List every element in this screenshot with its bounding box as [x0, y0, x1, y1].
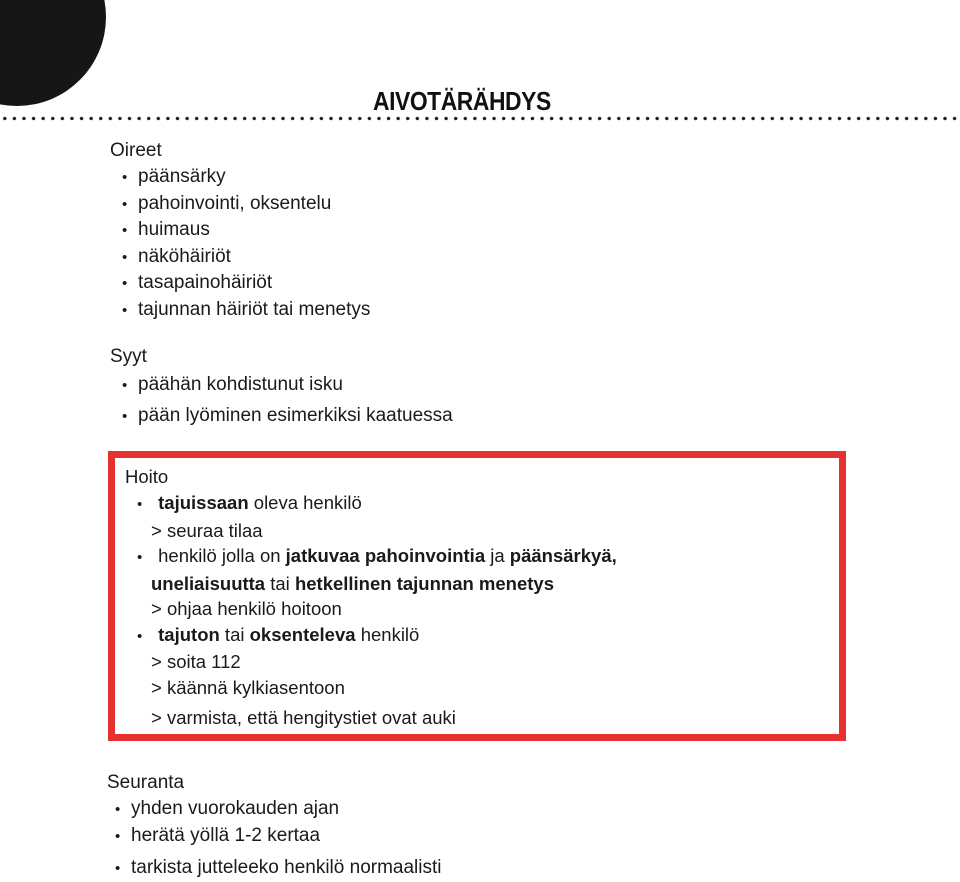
section-heading-syyt: Syyt: [110, 346, 147, 367]
emphasis: päänsärkyä,: [509, 545, 617, 566]
section-seuranta: [107, 770, 442, 882]
text: tai: [265, 572, 295, 594]
emphasis: tajuissaan: [158, 492, 249, 513]
list-item: • pahoinvointi, oksentelu: [110, 191, 370, 218]
text: ja: [485, 545, 510, 566]
section-heading-seuranta: Seuranta: [107, 772, 185, 793]
text: henkilö jolla on: [158, 545, 286, 566]
instruction: > soita 112: [151, 651, 241, 672]
dotted-divider: [0, 116, 960, 121]
instruction: > käännä kylkiasentoon: [151, 676, 345, 698]
section-heading-oireet: Oireet: [110, 140, 162, 161]
emphasis: jatkuvaa pahoinvointia: [285, 545, 486, 566]
text: oleva henkilö: [248, 492, 362, 513]
emphasis: oksenteleva: [249, 623, 356, 645]
emphasis: uneliaisuutta: [151, 572, 266, 594]
list-item: • päänsärky: [110, 164, 370, 191]
section-oireet: [110, 138, 370, 323]
list-item: • pään lyöminen esimerkiksi kaatuessa: [110, 401, 453, 432]
list-item: • huimaus: [110, 217, 370, 244]
list-item: [125, 622, 617, 650]
section-syyt: [110, 344, 453, 432]
list-item: • tasapainohäiriöt: [110, 270, 370, 297]
emphasis: tajuton: [158, 623, 220, 645]
section-heading-hoito: Hoito: [125, 466, 169, 487]
list-item: [125, 543, 617, 571]
text: tai: [219, 623, 250, 645]
page-number-badge: [0, 0, 106, 106]
list-item-continuation: [125, 571, 617, 597]
list-item: • herätä yöllä 1-2 kertaa: [107, 823, 442, 850]
emphasis: hetkellinen tajunnan menetys: [294, 572, 555, 594]
list-item: [125, 490, 617, 518]
instruction: > ohjaa henkilö hoitoon: [151, 598, 342, 619]
list-item: • näköhäiriöt: [110, 244, 370, 271]
list-item: • yhden vuorokauden ajan: [107, 796, 442, 823]
list-item: • tajunnan häiriöt tai menetys: [110, 297, 370, 324]
page-title: AIVOTÄRÄHDYS: [373, 86, 551, 116]
instruction: > varmista, että hengitystiet ovat auki: [151, 707, 456, 728]
instruction: > seuraa tilaa: [151, 519, 263, 541]
text: henkilö: [355, 623, 420, 645]
list-item: • päähän kohdistunut isku: [110, 370, 453, 401]
section-hoito: [125, 464, 617, 731]
list-item: • tarkista jutteleeko henkilö normaalisti: [107, 855, 442, 882]
